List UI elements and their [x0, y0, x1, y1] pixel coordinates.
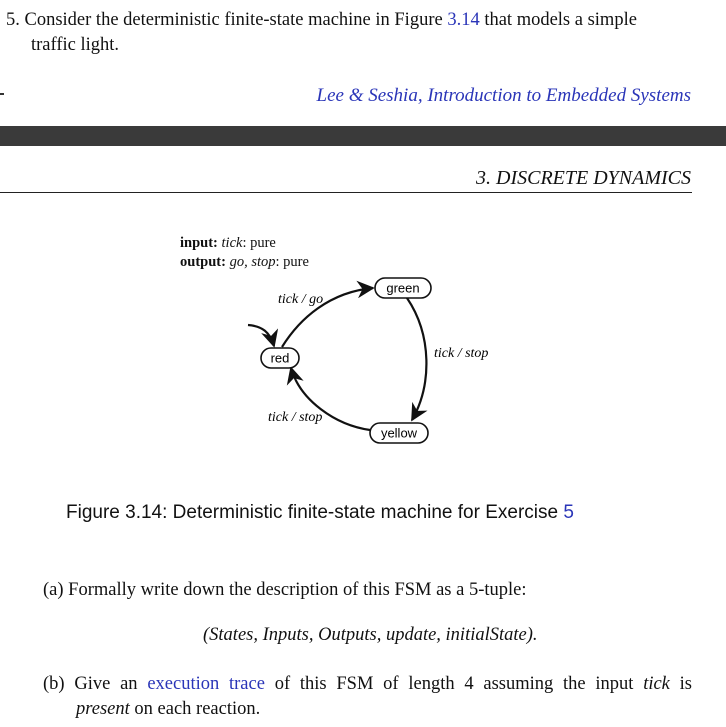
state-yellow-label: yellow [380, 425, 418, 441]
exercise-text-post: that models a simple [484, 10, 637, 30]
state-green [375, 278, 431, 298]
transition-green-to-yellow [407, 298, 426, 420]
part-a-text: Formally write down the description of this FSM as a 5-tuple: [68, 580, 527, 600]
part-b-text-mid: of this FSM of length 4 assuming the input [274, 674, 634, 694]
part-b-text-pre: Give an [74, 674, 138, 694]
output-names: go, stop [229, 254, 276, 270]
part-b-text-end: is [679, 674, 692, 694]
figure-caption [66, 502, 574, 524]
state-yellow [370, 423, 428, 443]
label-red-to-green: tick / go [278, 292, 324, 307]
part-a-label: (a) [43, 580, 64, 600]
output-keyword: output: [180, 254, 226, 270]
state-red-label: red [270, 350, 290, 366]
exercise-statement-line2: traffic light. [31, 35, 120, 55]
caption-text: Figure 3.14: Deterministic finite-state machine for Exercise [66, 502, 559, 523]
five-tuple-formula: (States, Inputs, Outputs, update, initialState). [203, 625, 538, 645]
part-b-label: (b) [43, 674, 65, 694]
state-green-label: green [386, 280, 420, 296]
part-b-line1 [43, 674, 692, 695]
part-b-line2 [76, 699, 260, 720]
exercise-text-pre: Consider the deterministic finite-state machine in Figure [24, 10, 443, 30]
chapter-running-header: 3. DISCRETE DYNAMICS [476, 167, 691, 189]
part-a [43, 580, 527, 601]
part-b-present-word: present [76, 699, 130, 719]
caption-exercise-link[interactable]: 5 [563, 502, 574, 523]
initial-state-arrow [248, 325, 274, 346]
state-red [261, 348, 299, 368]
exercise-number: 5. [6, 10, 20, 30]
execution-trace-link[interactable]: execution trace [147, 674, 265, 694]
book-credit-footer: Lee & Seshia, Introduction to Embedded Systems [316, 85, 691, 106]
label-yellow-to-red: tick / stop [268, 410, 323, 425]
input-type: : pure [242, 235, 276, 251]
output-type: : pure [275, 254, 309, 270]
part-b-input-word: tick [643, 674, 670, 694]
part-b-line2-rest: on each reaction. [134, 699, 261, 719]
input-name: tick [221, 235, 243, 251]
figure-reference-link[interactable]: 3.14 [447, 10, 480, 30]
input-keyword: input: [180, 235, 218, 251]
label-green-to-yellow: tick / stop [434, 346, 489, 361]
